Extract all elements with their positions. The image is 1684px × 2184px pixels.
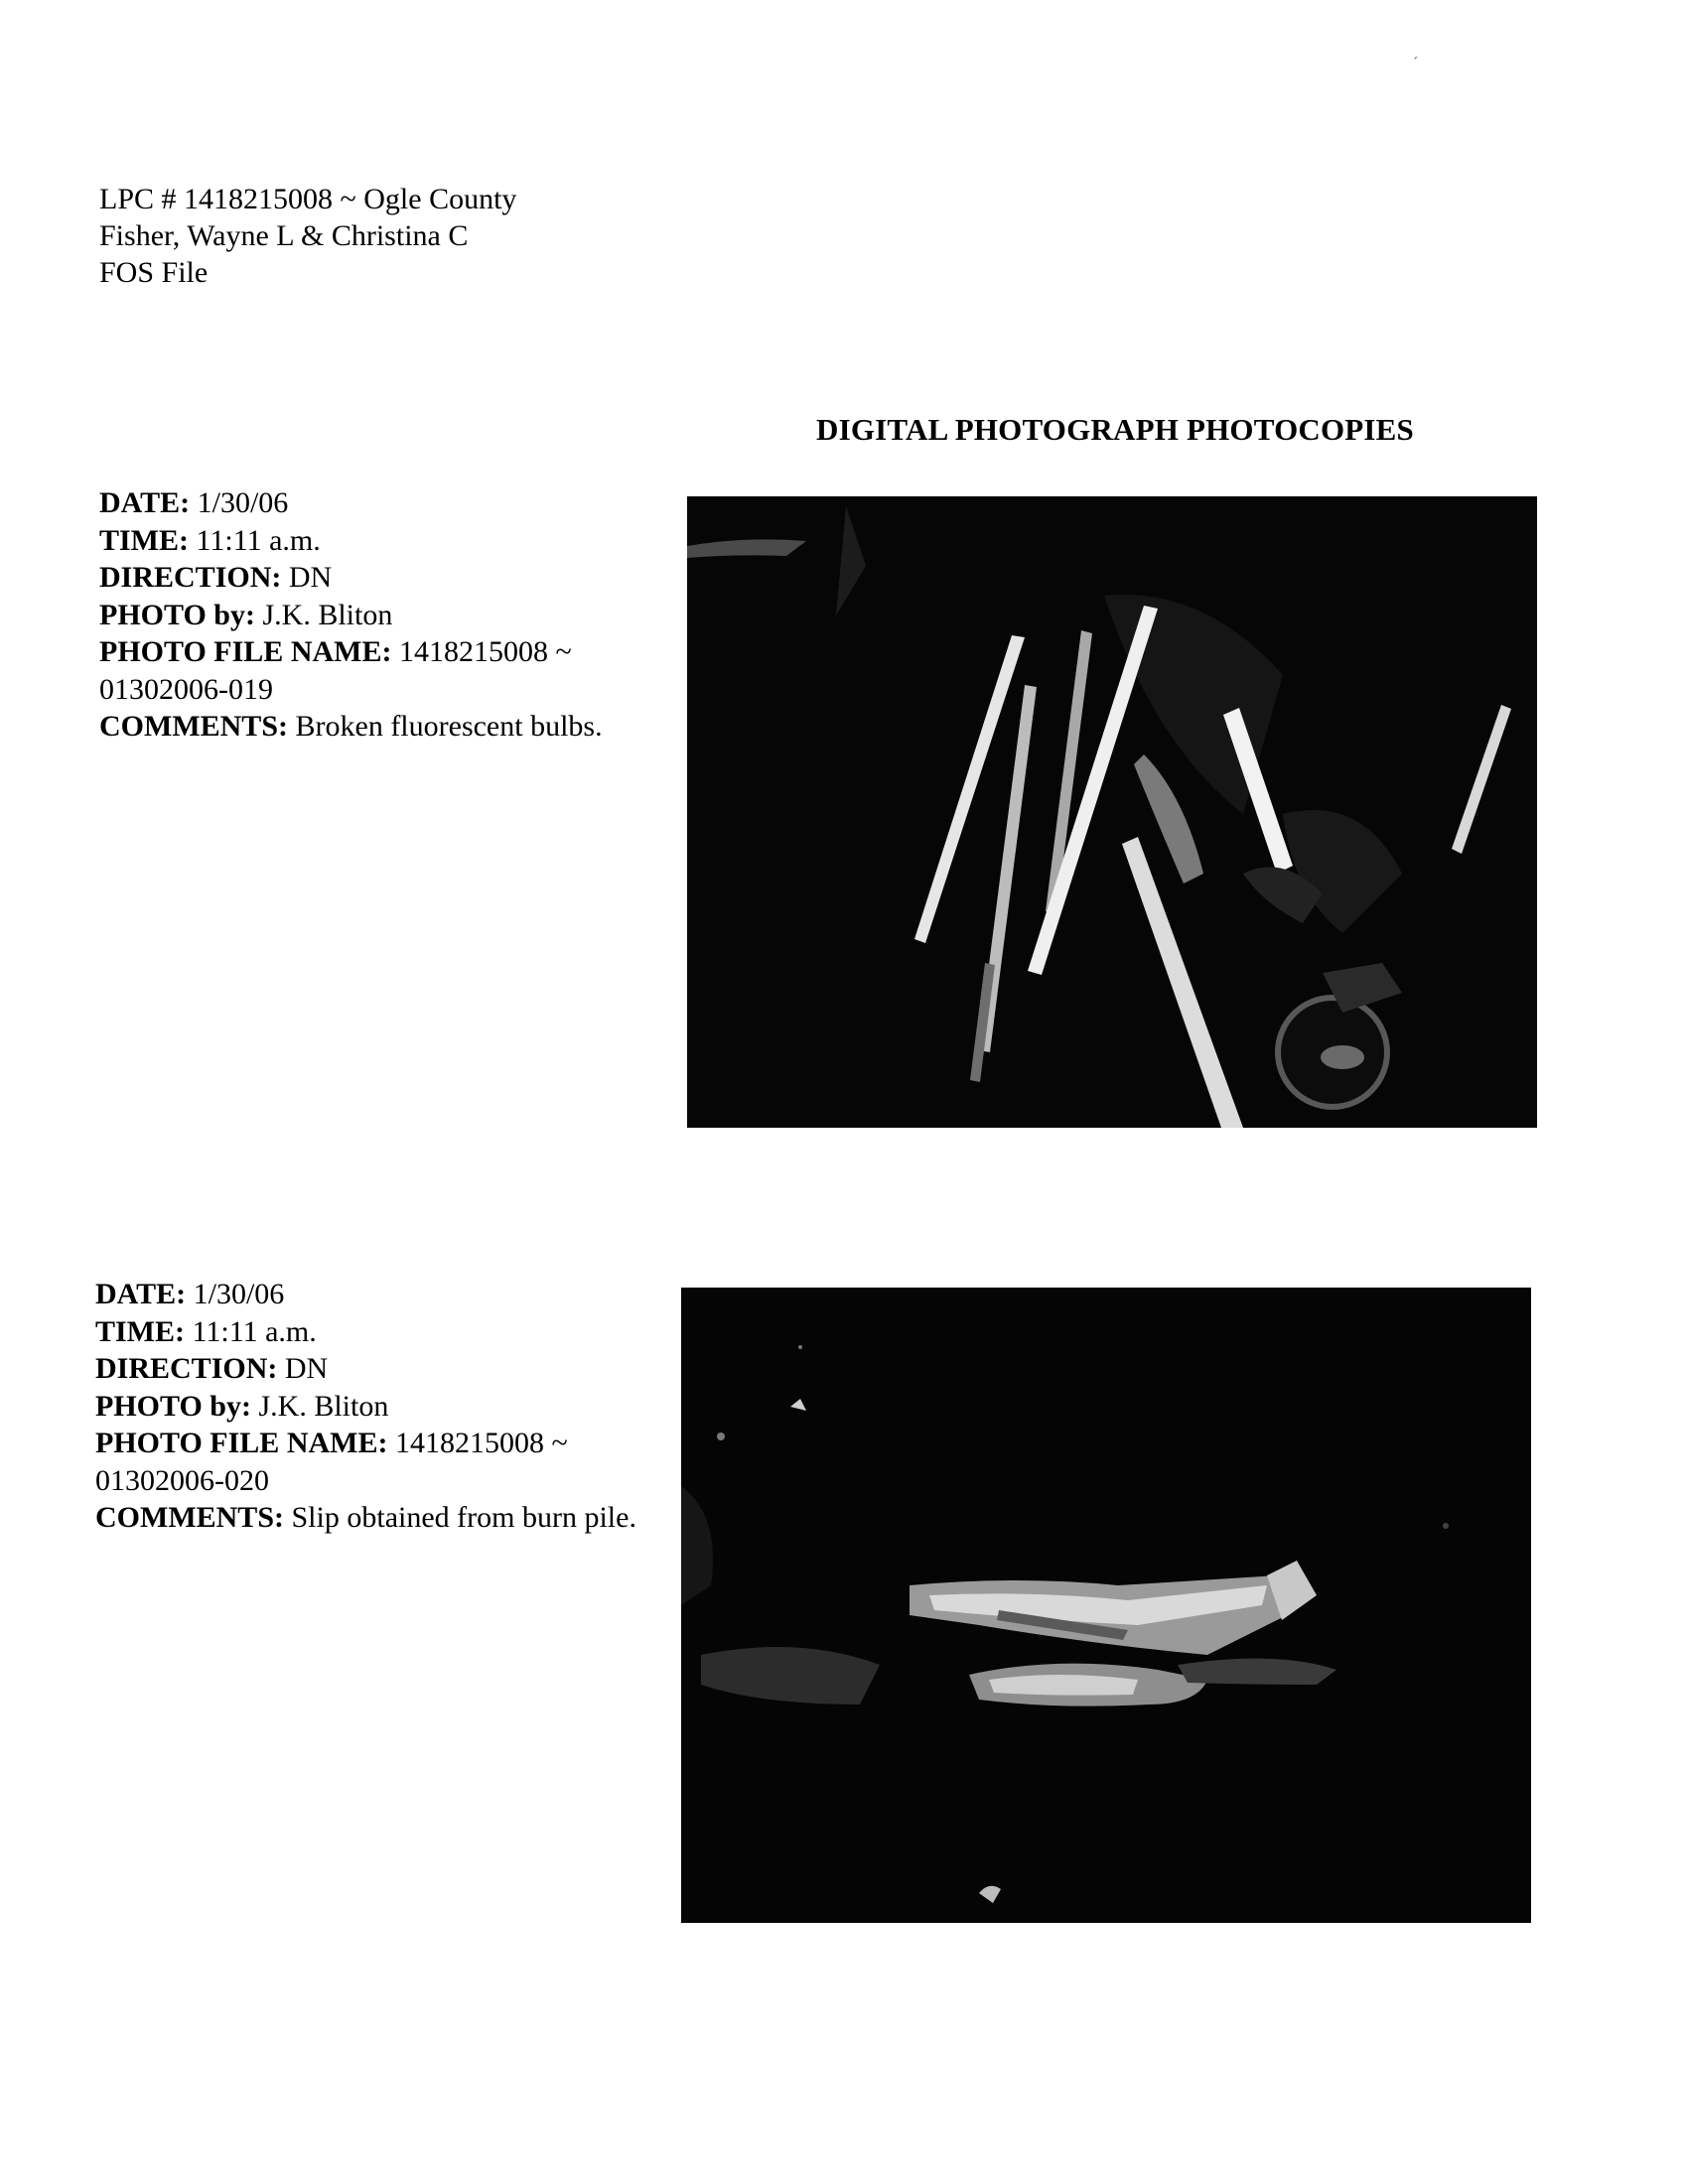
file-name-value-part2: 01302006-019 [99,672,273,706]
comments-label: COMMENTS: [99,710,288,743]
time-value: 11:11 a.m. [196,523,321,557]
header-file-line: FOS File [99,256,209,289]
photo-by-label: PHOTO by: [99,598,255,631]
comments-value: Slip obtained from burn pile. [291,1501,636,1534]
direction-value: DN [288,561,333,594]
header-owner-line: Fisher, Wayne L & Christina C [99,219,469,252]
file-name-label: PHOTO FILE NAME: [99,635,392,668]
file-name-label: PHOTO FILE NAME: [95,1427,388,1459]
direction-value: DN [284,1352,329,1385]
entry-file-name-row-2 [95,1462,661,1500]
entry-photo-by-row [95,1388,661,1426]
direction-label: DIRECTION: [95,1352,278,1385]
date-label: DATE: [99,486,191,519]
entry-date-row [99,484,665,522]
scan-speck: ´ [1413,56,1418,70]
date-value: 1/30/06 [193,1278,285,1310]
photo-entry-1 [99,484,665,746]
photo-entry-2 [95,1276,661,1537]
entry-time-row [95,1313,661,1351]
page-title: DIGITAL PHOTOGRAPH PHOTOCOPIES [816,412,1414,447]
entry-file-name-row [95,1425,661,1462]
file-name-value-part1: 1418215008 ~ [394,1427,568,1459]
photo-1-image [687,496,1537,1128]
entry-comments-row [99,708,665,746]
time-label: TIME: [95,1314,185,1348]
document-header [99,181,516,291]
entry-file-name-row [99,633,665,671]
date-value: 1/30/06 [197,486,289,519]
entry-comments-row [95,1499,661,1537]
photo-burnt-paper-slip [681,1288,1531,1923]
file-name-value-part1: 1418215008 ~ [398,635,572,668]
entry-time-row [99,522,665,560]
photo-broken-fluorescent-bulbs [687,496,1537,1128]
entry-date-row [95,1276,661,1313]
comments-label: COMMENTS: [95,1501,284,1534]
time-label: TIME: [99,523,189,557]
file-name-value-part2: 01302006-020 [95,1463,269,1497]
photo-by-value: J.K. Bliton [262,598,393,631]
date-label: DATE: [95,1278,187,1310]
entry-photo-by-row [99,597,665,634]
time-value: 11:11 a.m. [192,1314,317,1348]
entry-direction-row [95,1350,661,1388]
entry-direction-row [99,559,665,597]
header-lpc-line: LPC # 1418215008 ~ Ogle County [99,183,517,215]
direction-label: DIRECTION: [99,561,282,594]
photo-2-image [681,1288,1531,1923]
entry-file-name-row-2 [99,671,665,709]
photo-by-label: PHOTO by: [95,1389,251,1423]
comments-value: Broken fluorescent bulbs. [295,710,603,743]
photo-by-value: J.K. Bliton [258,1389,389,1423]
